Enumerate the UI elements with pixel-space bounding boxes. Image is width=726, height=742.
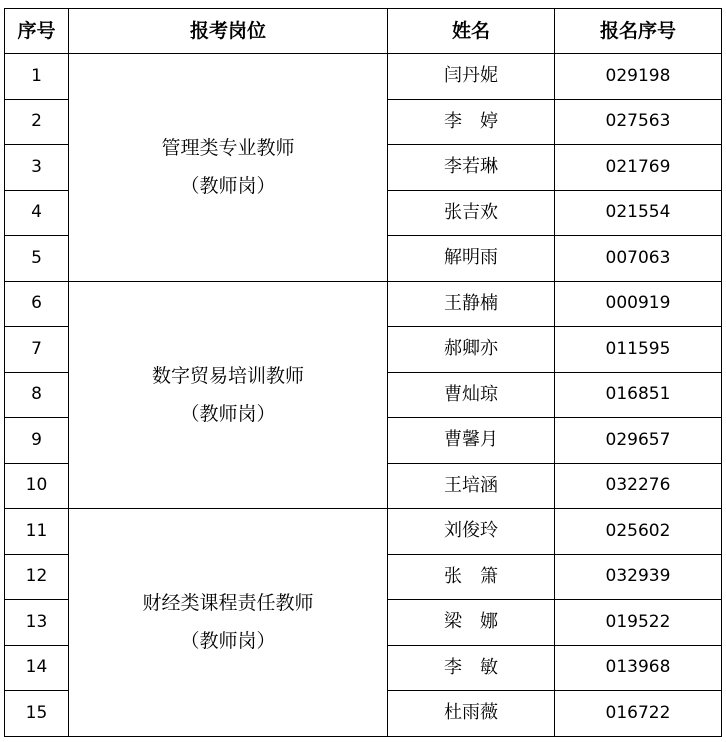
name-cell: 解明雨	[388, 236, 555, 282]
seq-cell: 9	[5, 418, 69, 464]
reg-cell: 000919	[555, 281, 722, 327]
table-row	[5, 281, 722, 327]
reg-cell: 029657	[555, 418, 722, 464]
reg-cell: 016722	[555, 691, 722, 737]
seq-cell: 10	[5, 463, 69, 509]
name-cell: 曹馨月	[388, 418, 555, 464]
name-cell: 梁 娜	[388, 600, 555, 646]
header-reg-no: 报名序号	[555, 9, 722, 54]
seq-cell: 4	[5, 190, 69, 236]
reg-cell: 027563	[555, 99, 722, 145]
header-post: 报考岗位	[69, 9, 388, 54]
name-cell: 王培涵	[388, 463, 555, 509]
name-cell: 李若琳	[388, 145, 555, 191]
name-cell: 李 敏	[388, 645, 555, 691]
reg-cell: 025602	[555, 509, 722, 555]
post-name: 财经类课程责任教师	[142, 592, 314, 615]
table-row	[5, 54, 722, 100]
seq-cell: 6	[5, 281, 69, 327]
reg-cell: 029198	[555, 54, 722, 100]
seq-cell: 1	[5, 54, 69, 100]
post-name: 管理类专业教师	[161, 137, 295, 160]
post-name: 数字贸易培训教师	[151, 364, 304, 387]
name-cell: 张吉欢	[388, 190, 555, 236]
name-cell: 张 箫	[388, 554, 555, 600]
seq-cell: 12	[5, 554, 69, 600]
name-cell: 刘俊玲	[388, 509, 555, 555]
reg-cell: 032939	[555, 554, 722, 600]
reg-cell: 032276	[555, 463, 722, 509]
name-cell: 杜雨薇	[388, 691, 555, 737]
name-cell: 郝卿亦	[388, 327, 555, 373]
name-cell: 曹灿琼	[388, 372, 555, 418]
reg-cell: 016851	[555, 372, 722, 418]
seq-cell: 3	[5, 145, 69, 191]
name-cell: 王静楠	[388, 281, 555, 327]
seq-cell: 14	[5, 645, 69, 691]
reg-cell: 021769	[555, 145, 722, 191]
name-cell: 闫丹妮	[388, 54, 555, 100]
name-cell: 李 婷	[388, 99, 555, 145]
post-type: （教师岗）	[180, 402, 276, 425]
header-row	[5, 9, 722, 54]
header-seq: 序号	[5, 9, 69, 54]
seq-cell: 13	[5, 600, 69, 646]
seq-cell: 7	[5, 327, 69, 373]
reg-cell: 011595	[555, 327, 722, 373]
seq-cell: 2	[5, 99, 69, 145]
post-type: （教师岗）	[180, 630, 276, 653]
header-name: 姓名	[388, 9, 555, 54]
seq-cell: 15	[5, 691, 69, 737]
table-row	[5, 509, 722, 555]
reg-cell: 007063	[555, 236, 722, 282]
post-cell	[69, 509, 388, 737]
seq-cell: 11	[5, 509, 69, 555]
results-table	[4, 8, 722, 737]
post-type: （教师岗）	[180, 175, 276, 198]
reg-cell: 013968	[555, 645, 722, 691]
seq-cell: 8	[5, 372, 69, 418]
reg-cell: 019522	[555, 600, 722, 646]
post-cell	[69, 54, 388, 282]
reg-cell: 021554	[555, 190, 722, 236]
post-cell	[69, 281, 388, 509]
seq-cell: 5	[5, 236, 69, 282]
